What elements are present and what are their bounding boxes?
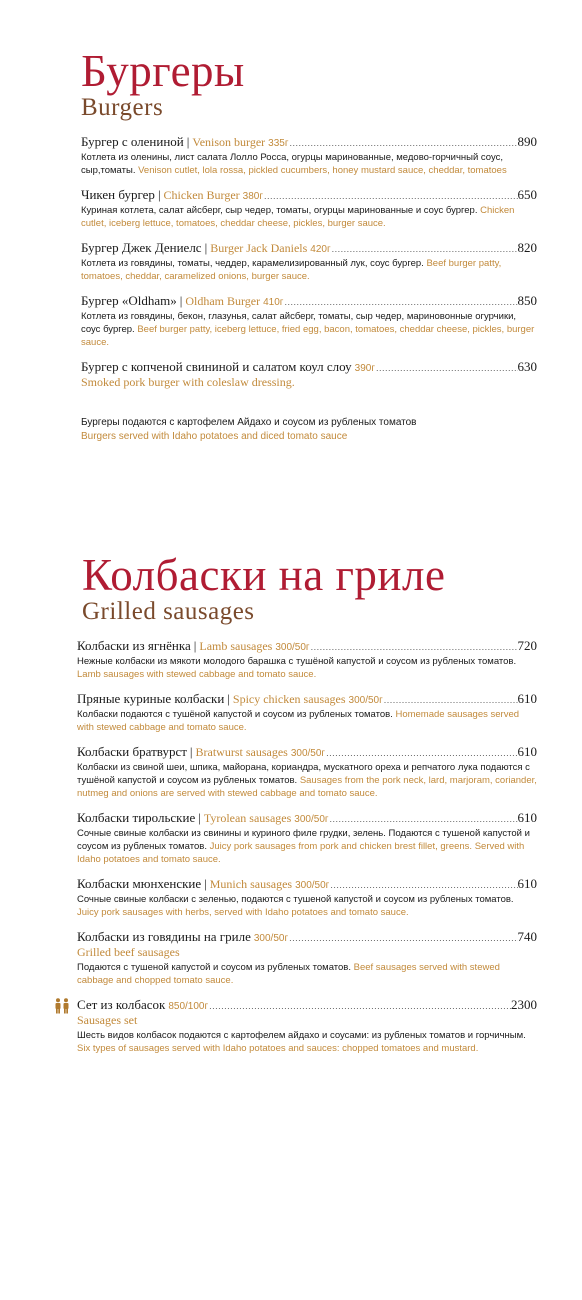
item-price: 850: [517, 293, 537, 308]
item-description: [77, 827, 537, 866]
separator: |: [198, 810, 201, 825]
item-price: 650: [517, 187, 537, 202]
note-ru: Бургеры подаются с картофелем Айдахо и соусом из рубленых томатов: [81, 417, 417, 428]
description-en: Lamb sausages with stewed cabbage and tomato sauce.: [77, 669, 317, 680]
dot-leader: [383, 695, 518, 705]
item-header-row: [77, 929, 537, 945]
item-description: [81, 151, 537, 177]
description-ru: Нежные колбаски из мякоти молодого барашка с тушёной капустой и соусом из рубленых томатов.: [77, 656, 517, 667]
description-en: Juicy pork sausages with herbs, served with Idaho potatoes and tomato sauce.: [77, 907, 409, 918]
item-name: Колбаски из говядины на гриле: [77, 929, 251, 944]
item-name-en: Smoked pork burger with coleslaw dressing.: [81, 375, 295, 389]
item-price: 610: [517, 810, 537, 825]
item-name: Колбаски из ягнёнка: [77, 638, 191, 653]
dot-leader: [289, 138, 518, 148]
item-name-en: Tyrolean sausages: [203, 811, 292, 825]
separator: |: [204, 876, 207, 891]
sausages-section: [0, 552, 582, 1065]
item-name: Бургер с олениной: [81, 134, 184, 149]
menu-item: [77, 997, 537, 1055]
item-name-en: Burger Jack Daniels: [210, 241, 308, 255]
item-description: [77, 708, 537, 734]
section-note: [81, 416, 582, 444]
item-name-en: Oldham Burger: [185, 294, 261, 308]
description-en: Chicken cutlet, iceberg lettuce, tomatoes, cheddar cheese, pickles, burger sauce.: [81, 205, 515, 229]
item-header-row: [77, 744, 537, 760]
item-price: 720: [517, 638, 537, 653]
section-subtitle: Burgers: [81, 94, 164, 121]
item-header-row: [81, 240, 537, 256]
dot-leader: [263, 191, 518, 201]
item-weight: 390г: [354, 363, 375, 374]
menu-item: [77, 876, 537, 919]
item-price: 740: [517, 929, 537, 944]
section-title: Колбаски на гриле: [82, 550, 446, 600]
description-ru: Шесть видов колбасок подаются с картофелем айдахо и соусами: из рубленых томатов и горчичным.: [77, 1030, 526, 1041]
description-en: Sausages from the pork neck, lard, marjoram, coriander, nutmeg and onions are served with stewed cabbage and tomato sauce.: [77, 775, 537, 799]
item-weight: 300/50г: [275, 642, 310, 653]
item-header-row: [77, 997, 537, 1013]
item-header-row: [77, 691, 537, 707]
separator: |: [193, 638, 197, 653]
item-name-en: Grilled beef sausages: [77, 945, 180, 959]
dot-leader: [329, 880, 517, 890]
menu-list: [0, 134, 582, 390]
menu-list: [0, 638, 582, 1055]
separator: |: [179, 293, 183, 308]
item-name-en: Munich sausages: [209, 877, 293, 891]
description-en: Beef burger patty, iceberg lettuce, fried egg, bacon, tomatoes, cheddar cheese, pickles, burger sauce.: [81, 324, 535, 348]
separator: |: [204, 240, 208, 255]
description-ru: Котлета из говядины, бекон, глазунья, салат айсберг, томаты, сыр чедер, мариновонные огурчики, соус бургер.: [81, 311, 517, 335]
description-en: Beef burger patty, tomatoes, cheddar, caramelized onions, burger sauce.: [81, 258, 502, 282]
menu-item: [77, 638, 537, 681]
separator: |: [227, 691, 230, 706]
menu-item: [81, 293, 537, 349]
item-weight: 300/50г: [295, 880, 330, 891]
description-en: Beef sausages served with stewed cabbage and chopped tomato sauce.: [77, 962, 500, 986]
note-en: Burgers served with Idaho potatoes and diced tomato sauce: [81, 431, 348, 442]
item-price: 610: [517, 744, 537, 759]
section-subtitle: Grilled sausages: [82, 598, 255, 625]
menu-item: [77, 691, 537, 734]
item-weight: 380г: [242, 191, 263, 202]
item-description: [77, 961, 537, 987]
separator: |: [189, 744, 193, 759]
description-en: Juicy pork sausages from pork and chicken brest fillet, greens. Served with Idaho potatoes and tomato sauce.: [77, 841, 525, 865]
item-description: [81, 310, 537, 349]
item-name: Колбаски тирольские: [77, 810, 196, 825]
menu-item: [77, 929, 537, 987]
menu-item: [77, 744, 537, 800]
dot-leader: [283, 297, 517, 307]
item-description: [81, 204, 537, 230]
item-header-row: [81, 187, 537, 203]
item-header-row: [81, 359, 537, 375]
item-header-row: [77, 638, 537, 654]
dot-leader: [288, 933, 517, 943]
item-weight: 420г: [310, 244, 331, 255]
item-description: [77, 761, 537, 800]
two-people-icon: [53, 998, 71, 1014]
item-name-en: Bratwurst sausages: [195, 745, 288, 759]
item-header-row: [77, 876, 537, 892]
item-weight: 410г: [263, 297, 284, 308]
burgers-section: [0, 48, 582, 444]
section-title: Бургеры: [81, 46, 245, 96]
description-ru: Колбаски подаются с тушёной капустой и соусом из рубленых томатов.: [77, 709, 393, 720]
item-name: Бургер с копченой свининой и салатом коул слоу: [81, 359, 352, 374]
item-price: 2300: [511, 997, 537, 1012]
dot-leader: [331, 244, 518, 254]
description-ru: Колбаски из свиной шеи, шпика, майорана, кориандра, мускатного ореха и репчатого лука подаются с тушёной капустой и соусом из рубленых томатов.: [77, 762, 530, 786]
dot-leader: [310, 642, 518, 652]
description-en: Homemade sausages served with stewed cabbage and tomato sauce.: [77, 709, 520, 733]
item-price: 630: [517, 359, 537, 374]
item-header-row: [77, 810, 537, 826]
item-price: 610: [517, 876, 537, 891]
item-name-en: Venison burger: [192, 135, 266, 149]
dot-leader: [208, 1001, 511, 1011]
description-ru: Сочные свиные колбаски из свинины и куриного филе грудки, зелень. Подаются с тушеной капустой и соусом из рубленых томатов.: [77, 828, 530, 852]
item-name-en: Lamb sausages: [199, 639, 273, 653]
item-weight: 300/50г: [290, 748, 326, 759]
item-weight: 300/50г: [348, 695, 383, 706]
separator: |: [157, 187, 161, 202]
item-name-en: Chicken Burger: [163, 188, 240, 202]
item-name: Пряные куриные колбаски: [77, 691, 225, 706]
item-name: Колбаски мюнхенские: [77, 876, 202, 891]
menu-item: [81, 359, 537, 390]
item-name: Чикен бургер: [81, 187, 155, 202]
item-description: [81, 257, 537, 283]
description-en: Venison cutlet, lola rossa, pickled cucumbers, honey mustard sauce, cheddar, tomatoes: [138, 165, 507, 176]
item-name: Бургер Джек Дениелс: [81, 240, 202, 255]
item-name-en: Sausages set: [77, 1013, 138, 1027]
description-ru: Куриная котлета, салат айсберг, сыр чедер, томаты, огурцы маринованные и соус бургер.: [81, 205, 478, 216]
item-price: 610: [517, 691, 537, 706]
description-ru: Котлета из оленины, лист салата Лолло Росса, огурцы маринованные, медово-горчичный соус, сыр,томаты.: [81, 152, 503, 176]
item-name: Сет из колбасок: [77, 997, 166, 1012]
description-ru: Сочные свиные колбаски с зеленью, подаются с тушеной капустой и соусом из рубленых томатов.: [77, 894, 514, 905]
dot-leader: [325, 748, 517, 758]
menu-item: [77, 810, 537, 866]
item-weight: 335г: [268, 138, 289, 149]
dot-leader: [375, 363, 518, 373]
item-name: Бургер «Oldham»: [81, 293, 177, 308]
menu-item: [81, 134, 537, 177]
dot-leader: [329, 814, 518, 824]
item-price: 820: [517, 240, 537, 255]
item-price: 890: [517, 134, 537, 149]
item-header-row: [81, 293, 537, 309]
item-weight: 300/50г: [253, 933, 289, 944]
description-ru: Котлета из говядины, томаты, чеддер, карамелизированный лук, соус бургер.: [81, 258, 424, 269]
item-description: [77, 1029, 537, 1055]
separator: |: [186, 134, 190, 149]
item-name: Колбаски братвурст: [77, 744, 187, 759]
description-ru: Подаются с тушеной капустой и соусом из рубленых томатов.: [77, 962, 351, 973]
item-header-row: [81, 134, 537, 150]
item-description: [77, 893, 537, 919]
item-weight: 850/100г: [168, 1001, 209, 1012]
menu-item: [81, 240, 537, 283]
item-weight: 300/50г: [294, 814, 329, 825]
item-description: [77, 655, 537, 681]
menu-item: [81, 187, 537, 230]
description-en: Six types of sausages served with Idaho potatoes and sauces: chopped tomatoes and mustard.: [77, 1043, 479, 1054]
item-name-en: Spicy chicken sausages: [232, 692, 346, 706]
